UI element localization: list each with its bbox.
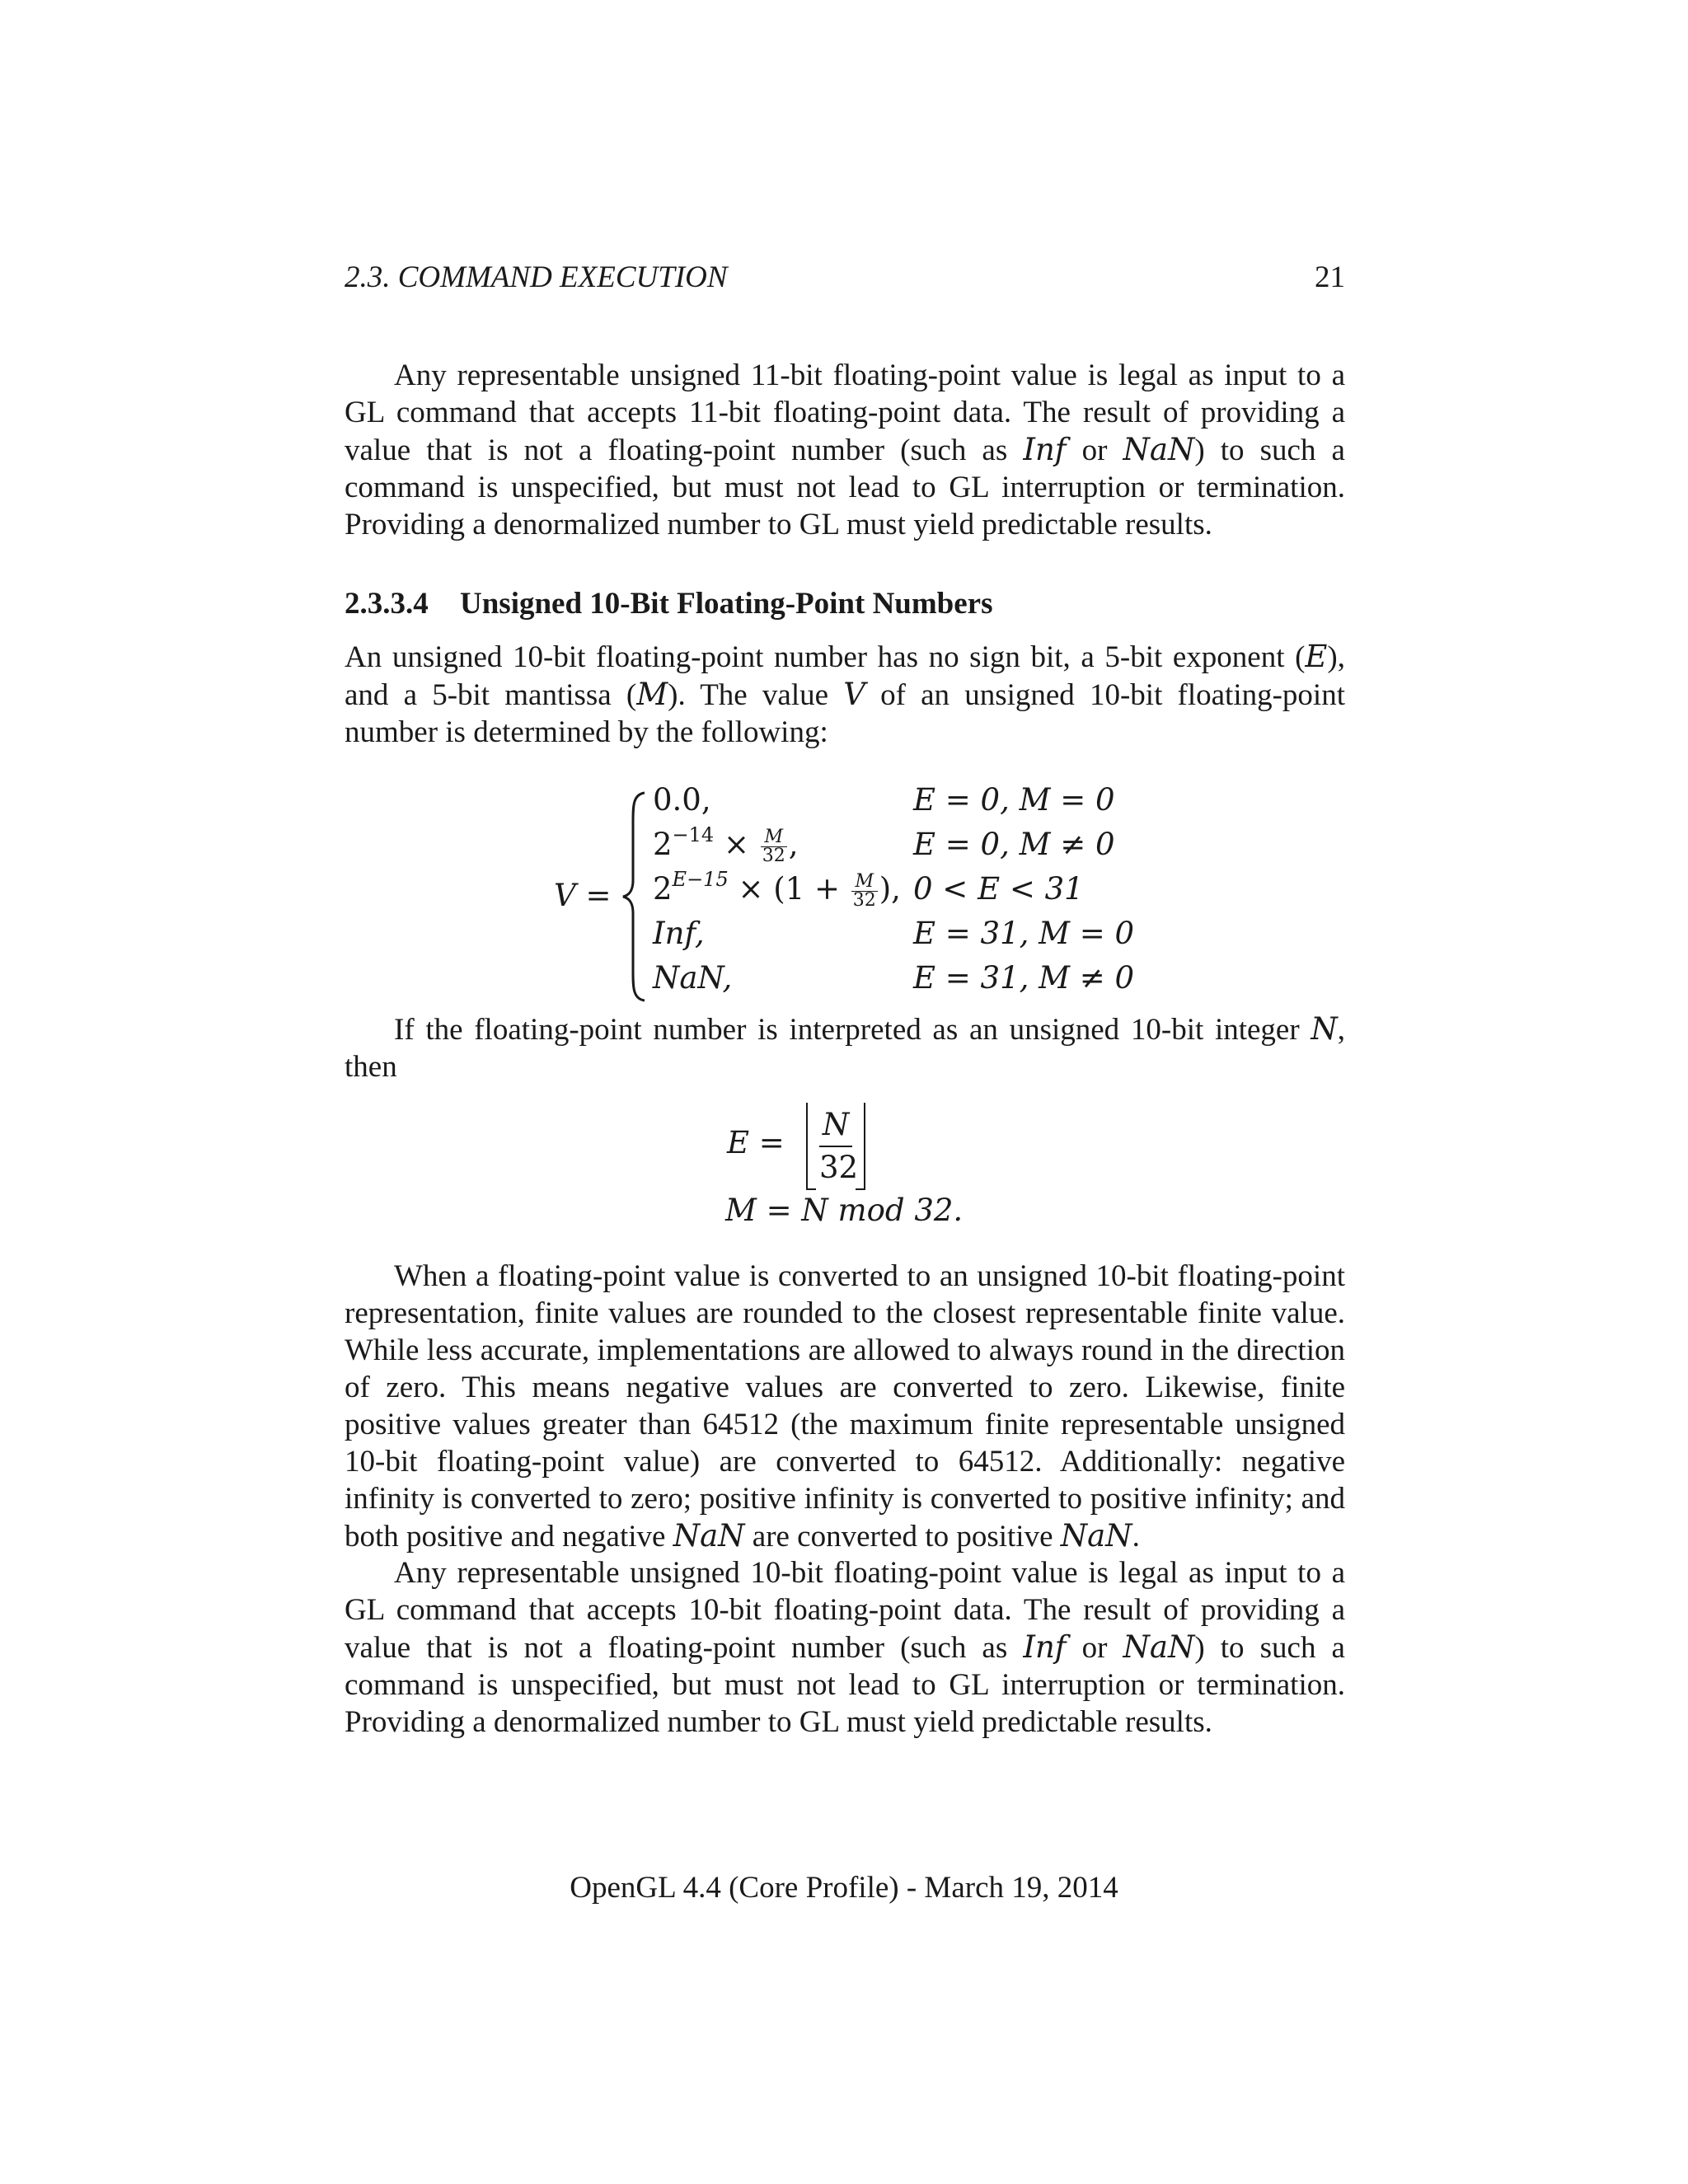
- section-heading-title: Unsigned 10-Bit Floating-Point Numbers: [460, 587, 993, 621]
- floor-left-bracket: [806, 1103, 816, 1190]
- piecewise-case-nan: NaN,: [653, 960, 733, 996]
- section-heading: [345, 583, 1345, 625]
- piecewise-cond-nan: E = 31, M ≠ 0: [913, 960, 1135, 996]
- piecewise-case-inf: Inf,: [653, 916, 705, 951]
- equation-m-mod: M = N mod 32.: [725, 1193, 964, 1228]
- page-footer: OpenGL 4.4 (Core Profile) - March 19, 2014: [570, 1871, 1118, 1905]
- section-title: 2.3. COMMAND EXECUTION: [345, 260, 728, 294]
- floor-fraction: [806, 1103, 865, 1192]
- piecewise-cond-normal: 0 < E < 31: [913, 871, 1084, 907]
- piecewise-case-zero: 0.0,: [653, 782, 711, 818]
- piecewise-case-normal: $2^{E-15} \times (1$ + $\frac{M}{32}$ ),: [653, 868, 901, 911]
- fraction-bar: [819, 1146, 852, 1147]
- left-brace-icon: [620, 790, 653, 1004]
- paragraph-11bit-legal-input: Any representable unsigned 11-bit floating-point value is legal as input to a GL command that accepts 11-bit floating-point data. The result of providing a value that is not a floating-point number (such as Inf or NaN) to such a command is unspecified, but must not lead to GL interruption or termination. Providing a denormalized number to GL must yield predictable results.: [345, 359, 1345, 541]
- page-number: 21: [1315, 260, 1345, 294]
- piecewise-cond-denormal: E = 0, M ≠ 0: [913, 827, 1115, 862]
- piecewise-cond-inf: E = 31, M = 0: [913, 916, 1135, 951]
- piecewise-cond-zero: E = 0, M = 0: [913, 782, 1115, 818]
- paragraph-integer-interpretation: If the floating-point number is interpreted as an unsigned 10-bit integer N, then: [345, 1011, 1345, 1084]
- running-header: [345, 257, 1345, 298]
- piecewise-lhs: V =: [554, 878, 612, 913]
- equation-e-lhs: E =: [727, 1125, 785, 1160]
- paragraph-10bit-legal-input: Any representable unsigned 10-bit floating-point value is legal as input to a GL command that accepts 10-bit floating-point data. The result of providing a value that is not a floating-point number (such as Inf or NaN) to such a command is unspecified, but must not lead to GL interruption or termination. Providing a denormalized number to GL must yield predictable results.: [345, 1556, 1345, 1739]
- fraction: $\frac{M}{32}$: [852, 871, 876, 911]
- section-heading-number: 2.3.3.4: [345, 587, 429, 621]
- piecewise-case-denormal: $2^{-14}$ × $\frac{M}{32}$ ,: [653, 823, 799, 866]
- paragraph-10bit-definition: An unsigned 10-bit floating-point number has no sign bit, a 5-bit exponent (E), and a 5-bit mantissa (M). The value V of an unsigned 10-bit floating-point number is determined by the following:: [345, 639, 1345, 749]
- floor-right-bracket: [856, 1103, 865, 1190]
- floor-denominator: 32: [819, 1150, 859, 1185]
- paragraph-conversion-rules: When a floating-point value is converted to an unsigned 10-bit floating-point representation, finite values are rounded to the closest representable finite value. While less accurate, implementations are allowed to always round in the direction of zero. This means negative values are converted to zero. Likewise, finite positive values greater than 64512 (the maximum finite representable unsigned 10-bit floating-point value) are converted to 64512. Additionally: negative infinity is converted to zero; positive infinity is converted to positive infinity; and both positive and negative NaN are converted to positive NaN.: [345, 1259, 1345, 1554]
- floor-numerator: N: [822, 1107, 850, 1142]
- fraction: $\frac{M}{32}$: [762, 827, 785, 866]
